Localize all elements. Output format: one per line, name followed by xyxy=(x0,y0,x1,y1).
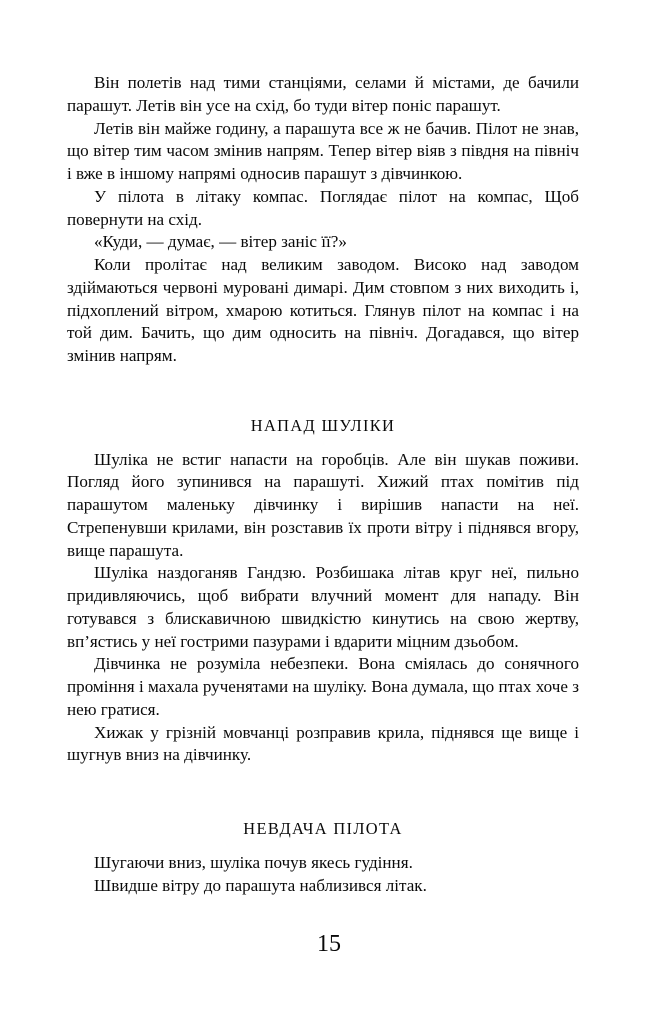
paragraph: Летів він майже годину, а парашута все ж не бачив. Пілот не знав, що вітер тим часом змінив напрям. Тепер вітер віяв з півдня на північ і вже в іншому напрямі односив парашут з дівчинкою. xyxy=(67,118,579,183)
paragraph: Він полетів над тими станціями, селами й містами, де бачили парашут. Летів він усе на схід, бо туди вітер поніс парашут. xyxy=(67,73,579,115)
text-column xyxy=(67,72,579,897)
paragraph: Шуліка не встиг напасти на горобців. Але він шукав поживи. Погляд його зупинився на парашуті. Хижий птах помітив під парашутом маленьку дівчинку і вирішив напасти на неї. Стрепенувши крилами, він розставив їх проти вітру і піднявся вгору, вище парашута. xyxy=(67,449,579,560)
spacer xyxy=(67,438,579,449)
paragraph: Шугаючи вниз, шуліка почув якесь гудіння. xyxy=(94,852,413,872)
section-heading-nevdacha-pilota: НЕВДАЧА ПІЛОТА xyxy=(243,819,403,838)
paragraph: Дівчинка не розуміла небезпеки. Вона сміялась до сонячного проміння і махала рученятами на шуліку. Вона думала, що птах хоче з нею гратися. xyxy=(67,654,579,719)
paragraph: Коли пролітає над великим заводом. Високо над заводом здіймаються червоні муровані димарі. Дим стовпом з них виходить і, підхоплений вітром, хмарою котиться. Глянув пілот на компас і на той дим. Бачить, що дим односить на північ. Догадався, що вітер змінив напрям. xyxy=(67,255,579,365)
spacer xyxy=(67,368,579,415)
section-heading-napad-shuliky: НАПАД ШУЛІКИ xyxy=(250,415,396,435)
paragraph: «Куди, — думає, — вітер заніс її?» xyxy=(94,232,347,252)
spacer xyxy=(67,767,579,818)
spacer xyxy=(67,841,579,852)
paragraph: Шуліка наздоганяв Гандзю. Розбишака літав круг неї, пильно придивляючись, щоб вибрати влучний момент для нападу. Він готувався з блискавичною швидкістю кинутись на свою жертву, вп’ястись у неї гострими пазурами і вдарити міцним дзьобом. xyxy=(67,563,579,651)
paragraph: Швидше вітру до парашута наблизився літак. xyxy=(94,875,427,895)
paragraph: У пілота в літаку компас. Поглядає пілот на компас, Щоб повернути на схід. xyxy=(67,186,579,229)
paragraph: Хижак у грізній мовчанці розправив крила, піднявся ще вище і шугнув вниз на дівчинку. xyxy=(67,722,579,765)
page-number: 15 xyxy=(317,931,341,957)
